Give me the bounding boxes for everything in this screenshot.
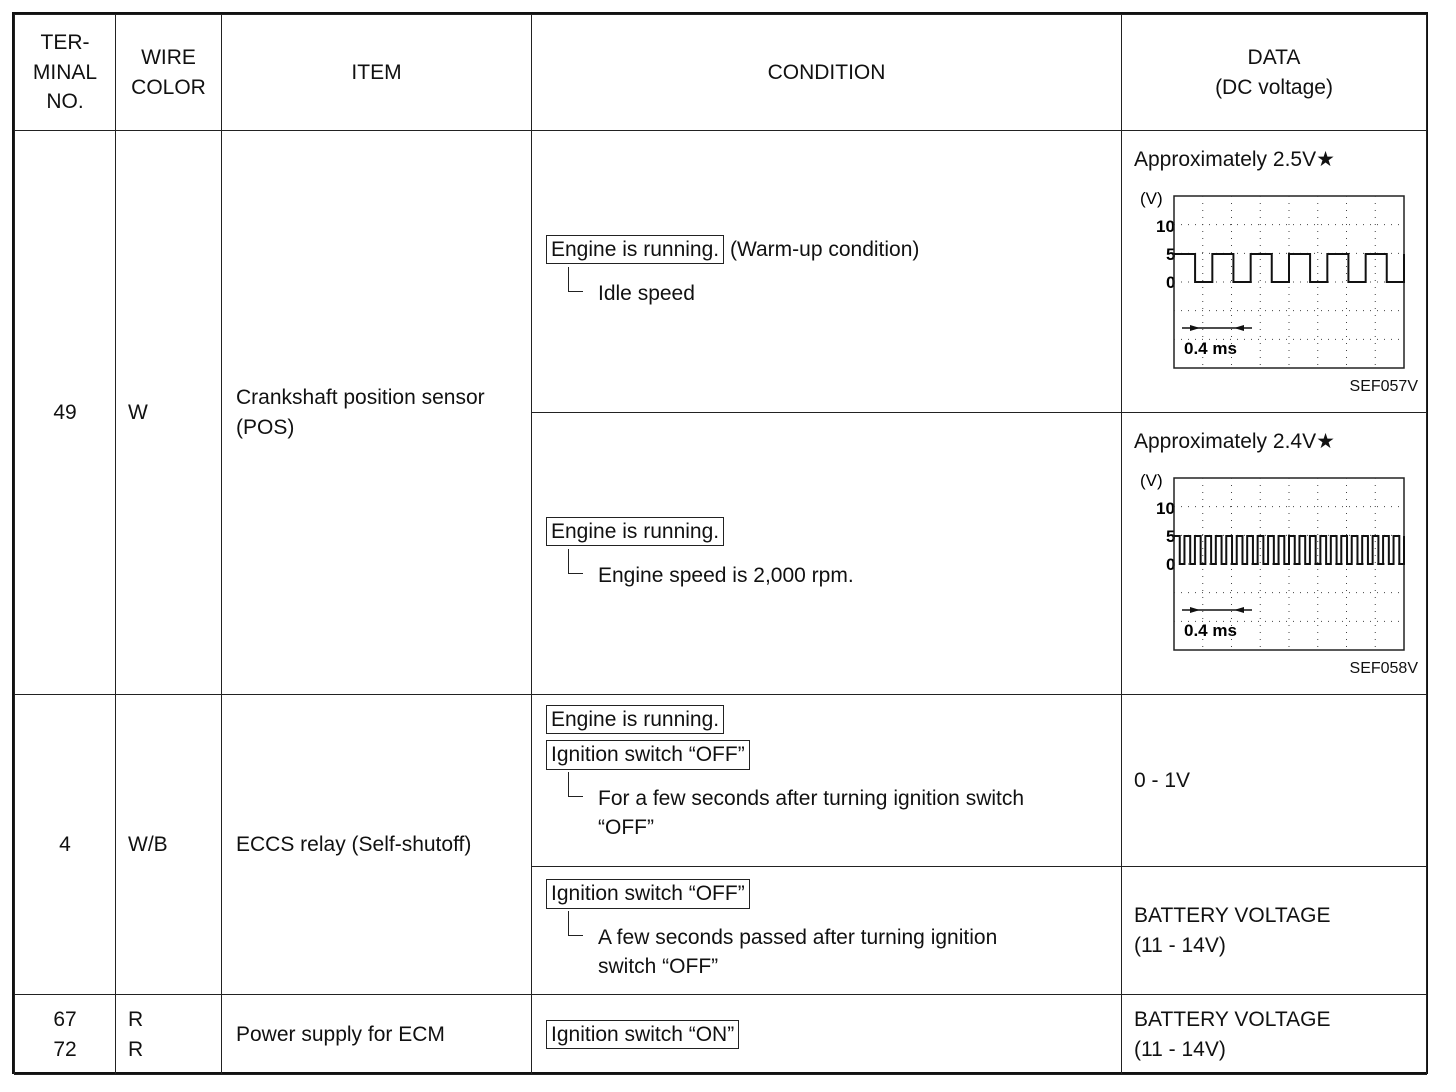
condition-box: Ignition switch “ON” — [546, 1020, 739, 1049]
condition-box: Engine is running. — [546, 517, 724, 546]
data-cell: 0 - 1V — [1122, 695, 1427, 867]
oscilloscope-waveform-b — [1134, 466, 1426, 666]
figure-ref: SEF058V — [1349, 659, 1418, 677]
figure-ref: SEF057V — [1349, 377, 1418, 395]
table-row — [15, 131, 1427, 413]
unit-label: (V) — [1140, 471, 1163, 491]
waveform-trace — [1174, 254, 1404, 282]
header-wire-color: WIRE COLOR — [116, 15, 222, 131]
header-terminal: TER- MINAL NO. — [15, 15, 116, 131]
item-cell: ECCS relay (Self-shutoff) — [222, 695, 532, 995]
terminal-cell: 4 — [15, 695, 116, 995]
header-data: DATA (DC voltage) — [1122, 15, 1427, 131]
waveform-trace — [1174, 536, 1404, 564]
wire-color-cell: W/B — [116, 695, 222, 995]
terminal-data-table — [14, 14, 1427, 1075]
condition-cell: Ignition switch “OFF” A few seconds passed after turning ignition switch “OFF” — [532, 867, 1122, 995]
time-scale-label: 0.4 ms — [1184, 621, 1237, 641]
terminal-cell: 49 — [15, 131, 116, 695]
bracket-connector — [568, 549, 583, 574]
unit-label: (V) — [1140, 189, 1163, 209]
table-row — [15, 695, 1427, 867]
wire-color-cell: R R — [116, 995, 222, 1075]
tick-label: 5 — [1166, 245, 1176, 265]
header-item: ITEM — [222, 15, 532, 131]
tick-label: 5 — [1166, 527, 1176, 547]
condition-cell: Engine is running. Engine speed is 2,000 rpm. — [532, 413, 1122, 695]
tick-label: 10 — [1156, 217, 1175, 237]
tick-label: 0 — [1166, 555, 1176, 575]
data-cell — [1122, 413, 1427, 695]
bracket-connector — [568, 772, 583, 797]
data-value: Approximately 2.5V★ — [1134, 148, 1335, 171]
table-row — [15, 995, 1427, 1075]
condition-cell — [532, 995, 1122, 1075]
condition-box: Engine is running. — [546, 235, 724, 264]
condition-cell: Engine is running. (Warm-up condition) Idle speed — [532, 131, 1122, 413]
condition-cell: Engine is running. Ignition switch “OFF” For a few seconds after turning ignition switch “OFF” — [532, 695, 1122, 867]
condition-box: Engine is running. — [546, 705, 724, 734]
condition-box: Ignition switch “OFF” — [546, 740, 750, 769]
bracket-connector — [568, 267, 583, 292]
time-scale-label: 0.4 ms — [1184, 339, 1237, 359]
data-cell: BATTERY VOLTAGE (11 - 14V) — [1122, 995, 1427, 1075]
item-cell: Crankshaft position sensor (POS) — [222, 131, 532, 695]
tick-label: 0 — [1166, 273, 1176, 293]
wire-color-cell: W — [116, 131, 222, 695]
header-condition: CONDITION — [532, 15, 1122, 131]
item-cell: Power supply for ECM — [222, 995, 532, 1075]
terminal-cell: 67 72 — [15, 995, 116, 1075]
oscilloscope-waveform-a — [1134, 184, 1426, 384]
condition-box: Ignition switch “OFF” — [546, 879, 750, 908]
data-cell: BATTERY VOLTAGE (11 - 14V) — [1122, 867, 1427, 995]
data-table-page — [12, 12, 1428, 1074]
header-row — [15, 15, 1427, 131]
tick-label: 10 — [1156, 499, 1175, 519]
data-cell — [1122, 131, 1427, 413]
data-value: Approximately 2.4V★ — [1134, 430, 1335, 453]
bracket-connector — [568, 911, 583, 936]
